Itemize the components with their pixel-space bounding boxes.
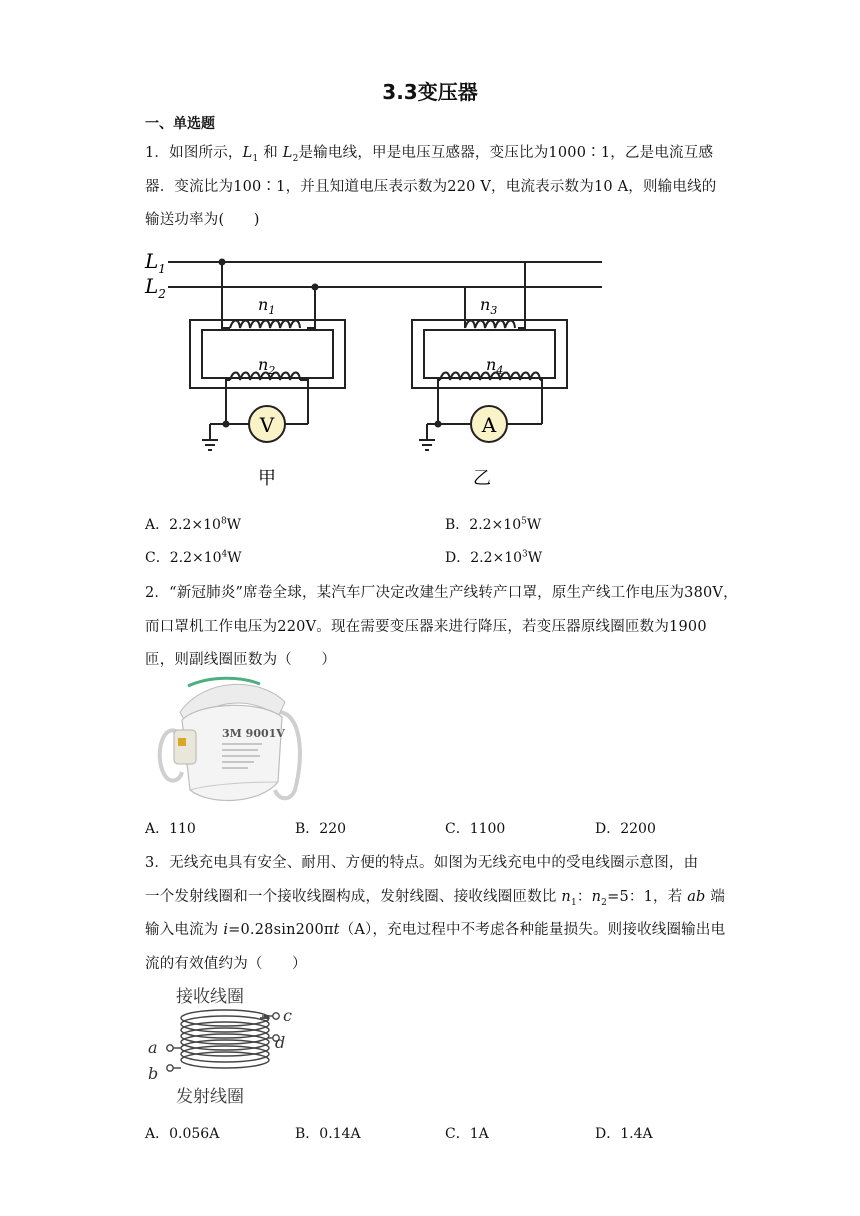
q2-line-3: 匝，则副线圈匝数为（ ） (145, 652, 337, 668)
mask-model-text: 3M 9001V (222, 727, 285, 740)
option-prefix: A． (145, 517, 170, 533)
q3-coil-diagram (140, 982, 310, 1108)
q1-option-c[interactable] (145, 547, 242, 567)
option-base: 2.2×10 (169, 550, 222, 566)
q3-line-2 (145, 885, 725, 906)
option-unit: W (227, 550, 242, 566)
junction-dot (223, 421, 230, 428)
option-prefix: B． (445, 517, 470, 533)
q2-option-c[interactable]: C．1100 (445, 821, 506, 837)
option-base: 2.2×10 (470, 550, 523, 566)
wire-label-l2: $L_2$ (145, 274, 166, 301)
option-exp: 8 (220, 516, 227, 527)
q3-ab: ab (687, 889, 706, 905)
option-prefix: D． (445, 550, 471, 566)
q2-option-d[interactable]: D．2200 (595, 821, 656, 837)
receiver-coil-label: 接收线圈 (176, 987, 244, 1007)
q1-L2-sub: 2 (292, 153, 299, 164)
page-title: 3.3变压器 (382, 80, 478, 104)
junction-dot (312, 284, 319, 291)
option-unit: W (226, 517, 242, 533)
q2-line-1: 2．“新冠肺炎”席卷全球，某汽车厂决定改建生产线转产口罩，原生产线工作电压为380V， (145, 585, 738, 601)
q3-n2-sub: 2 (601, 897, 608, 908)
section-heading: 一、单选题 (145, 116, 215, 132)
q2-option-b[interactable]: B．220 (295, 821, 347, 837)
q3-text-f: （A），充电过程中不考虑各种能量损失。则接收线圈输出电 (339, 922, 726, 938)
terminal-c-label: c (283, 1006, 292, 1025)
q3-option-a[interactable]: A．0.056A (145, 1126, 220, 1142)
q3-line-4: 流的有效值约为（ ） (145, 956, 307, 972)
coil-label-n4: $n_4$ (486, 355, 504, 377)
q3-option-d[interactable]: D．1.4A (595, 1126, 653, 1142)
transmitter-coil-label: 发射线圈 (176, 1087, 244, 1107)
q3-n2: n (591, 889, 602, 905)
q3-text-b: =5：1，若 (607, 889, 688, 905)
terminal-a (167, 1045, 173, 1051)
option-exp: 4 (221, 549, 228, 560)
option-prefix: C． (145, 550, 170, 566)
coil-label-n2: $n_2$ (258, 355, 276, 377)
q1-transformer-diagram (140, 240, 610, 490)
q3-t: t (333, 922, 340, 938)
q3-n1: n (561, 889, 571, 905)
q1-line-1 (145, 141, 713, 162)
q3-line-3 (145, 918, 725, 939)
q1-option-d[interactable] (445, 547, 542, 567)
option-exp: 3 (522, 549, 528, 560)
coil-label-n3: $n_3$ (480, 295, 498, 317)
q1-line-3: 输送功率为( ) (145, 212, 260, 228)
q3-text-e: =0.28sin200 (228, 922, 324, 938)
q1-option-b[interactable] (445, 514, 541, 534)
option-base: 2.2×10 (469, 517, 522, 533)
q1-L2: L (282, 145, 293, 161)
option-exp: 5 (521, 516, 527, 527)
q1-option-a[interactable] (145, 514, 241, 534)
q3-option-b[interactable]: B．0.14A (295, 1126, 361, 1142)
q1-text-c: 是输电线，甲是电压互感器，变压比为1000∶1，乙是电流互感 (298, 145, 714, 161)
option-base: 2.2×10 (169, 517, 221, 533)
q1-text-b: 和 (258, 145, 283, 161)
q2-line-2: 而口罩机工作电压为220V。现在需要变压器来进行降压，若变压器原线圈匝数为1900 (145, 619, 707, 635)
label-yi: 乙 (473, 468, 491, 489)
q3-pi: π (323, 922, 334, 938)
q3-text-d: 输入电流为 (145, 922, 224, 938)
q3-colon: ： (576, 889, 592, 905)
terminal-a-label: a (148, 1038, 158, 1057)
q1-L1: L (242, 145, 253, 161)
wire-label-l1: $L_1$ (145, 249, 166, 276)
junction-dot (219, 259, 226, 266)
q3-n1-sub: 1 (570, 897, 577, 908)
junction-dot (435, 421, 442, 428)
q3-option-c[interactable]: C．1A (445, 1126, 489, 1142)
q2-mask-image (150, 672, 310, 812)
q3-line-1: 3．无线充电具有安全、耐用、方便的特点。如图为无线充电中的受电线圈示意图，由 (145, 855, 699, 871)
terminal-b-label: b (148, 1064, 159, 1083)
q2-option-a[interactable]: A．110 (145, 821, 196, 837)
terminal-c (273, 1013, 279, 1019)
q1-line-2: 器．变流比为100∶1，并且知道电压表示数为220 V，电流表示数为10 A，则输电线的 (145, 179, 717, 195)
q1-text-a: 1．如图所示， (145, 145, 243, 161)
option-unit: W (527, 550, 543, 566)
ammeter-label: A (481, 413, 497, 437)
coil-label-n1: $n_1$ (258, 295, 276, 317)
label-jia: 甲 (258, 468, 276, 489)
q3-text-a: 一个发射线圈和一个接收线圈构成，发射线圈、接收线圈匝数比 (145, 889, 562, 905)
q3-i: i (223, 922, 229, 938)
voltmeter-label: V (259, 413, 275, 437)
terminal-b (167, 1065, 173, 1071)
q3-text-c: 端 (705, 889, 726, 905)
q1-L1-sub: 1 (252, 153, 259, 164)
terminal-d-label: d (275, 1033, 286, 1052)
option-unit: W (526, 517, 542, 533)
